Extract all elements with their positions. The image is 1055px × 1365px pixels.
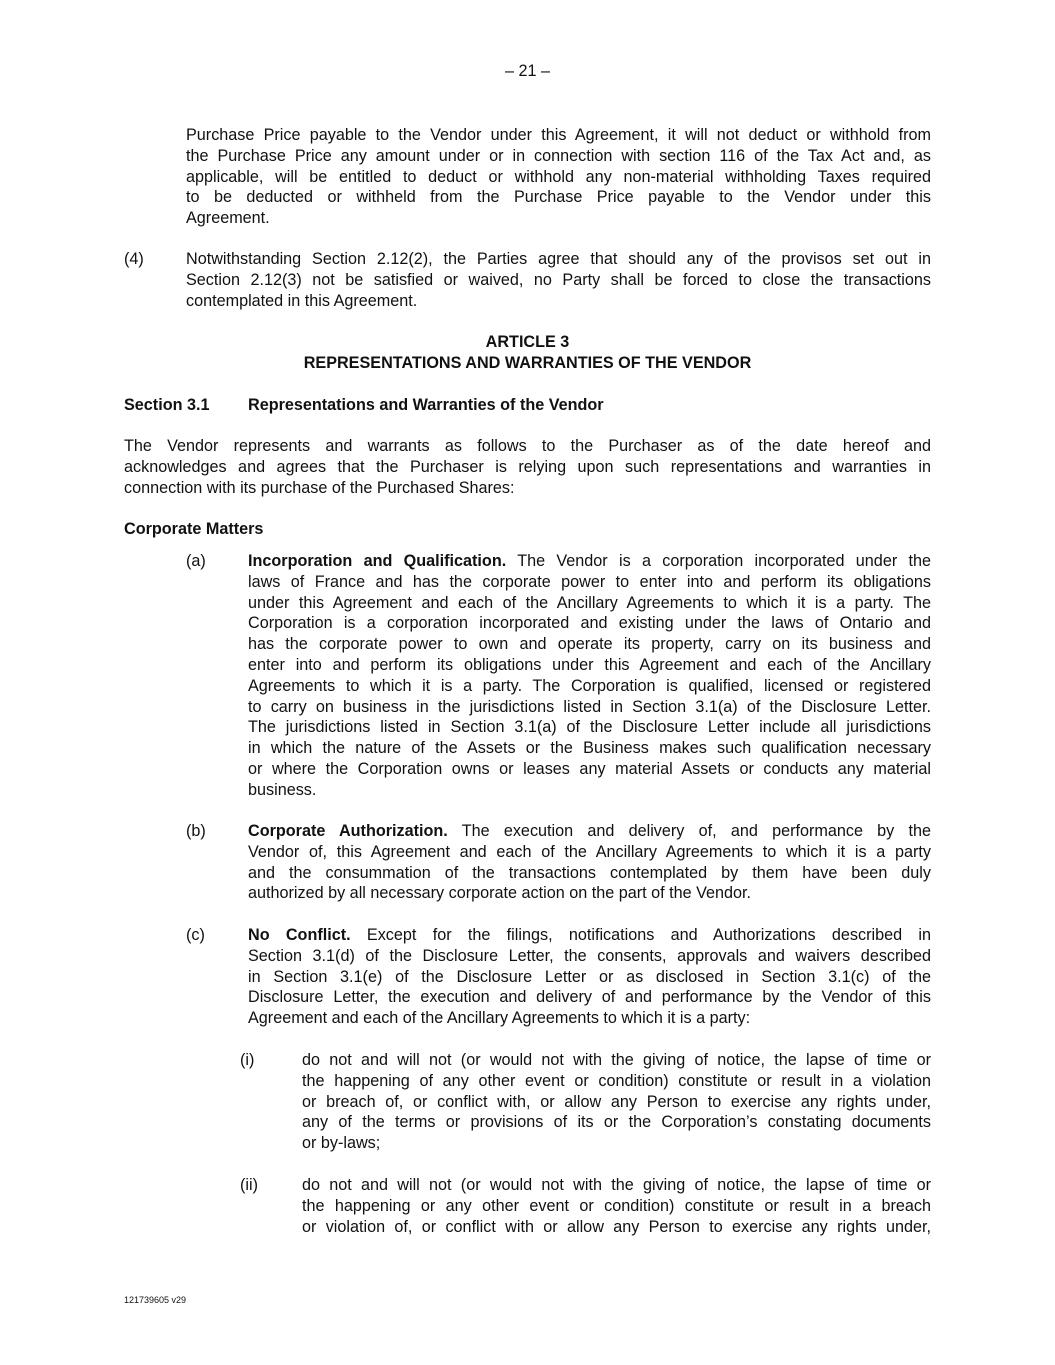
- text-line: Vendor of, this Agreement and each of the Ancillary Agreements to which it is a party: [248, 842, 931, 861]
- text-line: [248, 821, 931, 842]
- article-heading: [0, 332, 1055, 374]
- text-line: or by-laws;: [302, 1134, 381, 1153]
- text-line: applicable, will be entitled to deduct or withhold any non-material withholding Taxes required: [186, 167, 931, 186]
- text-line: contemplated in this Agreement.: [186, 291, 418, 310]
- article-number: ARTICLE 3: [485, 333, 570, 351]
- text-line: enter into and perform its obligations under this Agreement and each of the Ancillary: [248, 655, 931, 674]
- text-line: any of the terms or provisions of its or the Corporation’s constating documents: [302, 1113, 931, 1132]
- text-line: do not and will not (or would not with the giving of notice, the lapse of time or: [302, 1176, 931, 1194]
- section-title: Representations and Warranties of the Vendor: [248, 396, 604, 414]
- intro-paragraph: [124, 436, 931, 498]
- item-heading: No Conflict.: [248, 926, 351, 944]
- paragraph-continued: [186, 125, 931, 229]
- item-authorization: [248, 821, 931, 904]
- text-line: under this Agreement and each of the Ancillary Agreements to which it is a party. The: [248, 593, 931, 612]
- paragraph-label: (4): [124, 250, 144, 268]
- item-heading: Corporate Authorization.: [248, 822, 448, 840]
- item-incorporation: [248, 551, 931, 801]
- text-line: business.: [248, 780, 317, 799]
- text-line: connection with its purchase of the Purchased Shares:: [124, 478, 515, 497]
- subitem-label: (i): [240, 1051, 255, 1069]
- text-line: has the corporate power to own and operate its property, carry on its business and: [248, 635, 931, 654]
- item-label: (c): [186, 926, 205, 944]
- text-line: Agreement and each of the Ancillary Agreements to which it is a party:: [248, 1009, 751, 1028]
- text-line: do not and will not (or would not with the giving of notice, the lapse of time or: [302, 1051, 931, 1069]
- text-span: Except for the filings, notifications and Authorizations described in: [350, 926, 931, 944]
- page-number: – 21 –: [504, 62, 550, 80]
- text-line: Section 3.1(d) of the Disclosure Letter, the consents, approvals and waivers described: [248, 946, 931, 965]
- text-line: laws of France and has the corporate power to enter into and perform its obligations: [248, 572, 931, 591]
- text-line: and the consummation of the transactions contemplated by them have been duly: [248, 863, 931, 882]
- subitem-i: [302, 1050, 931, 1154]
- text-line: the happening or any other event or condition) constitute or result in a breach: [302, 1196, 931, 1215]
- text-line: [248, 925, 931, 946]
- document-id-footer: 121739605 v29: [124, 1295, 187, 1305]
- text-line: Disclosure Letter, the execution and delivery of and performance by the Vendor of this: [248, 988, 931, 1007]
- text-line: Purchase Price payable to the Vendor under this Agreement, it will not deduct or withhold from: [186, 126, 931, 144]
- subitem-ii: [302, 1175, 931, 1237]
- text-line: Corporation is a corporation incorporated and existing under the laws of Ontario and: [248, 614, 931, 633]
- paragraph-4: [186, 249, 931, 311]
- text-line: the happening of any other event or condition) constitute or result in a violation: [302, 1071, 931, 1090]
- text-line: acknowledges and agrees that the Purchaser is relying upon such representations and warranties in: [124, 457, 931, 476]
- text-line: authorized by all necessary corporate action on the part of the Vendor.: [248, 884, 752, 903]
- section-number: Section 3.1: [124, 396, 210, 414]
- text-line: [248, 551, 931, 572]
- text-line: Agreements to which it is a party. The Corporation is qualified, licensed or registered: [248, 676, 931, 695]
- subitem-label: (ii): [240, 1176, 258, 1194]
- item-heading: Incorporation and Qualification.: [248, 552, 507, 570]
- text-line: Agreement.: [186, 209, 270, 228]
- text-line: The Vendor represents and warrants as follows to the Purchaser as of the date hereof and: [124, 437, 931, 455]
- text-span: The Vendor is a corporation incorporated under the: [506, 552, 931, 570]
- text-line: Notwithstanding Section 2.12(2), the Parties agree that should any of the provisos set out in: [186, 250, 931, 268]
- item-no-conflict: [248, 925, 931, 1029]
- item-label: (a): [186, 552, 206, 570]
- subheading: Corporate Matters: [124, 520, 264, 538]
- text-line: in Section 3.1(e) of the Disclosure Letter or as disclosed in Section 3.1(c) of the: [248, 967, 931, 986]
- text-line: or where the Corporation owns or leases any material Assets or conducts any material: [248, 759, 931, 778]
- text-line: in which the nature of the Assets or the Business makes such qualification necessary: [248, 739, 931, 758]
- text-line: Section 2.12(3) not be satisfied or waived, no Party shall be forced to close the transactions: [186, 270, 931, 289]
- text-line: or violation of, or conflict with or allow any Person to exercise any rights under,: [302, 1217, 931, 1236]
- text-line: the Purchase Price any amount under or in connection with section 116 of the Tax Act and, as: [186, 146, 931, 165]
- text-line: or breach of, or conflict with, or allow any Person to exercise any rights under,: [302, 1092, 931, 1111]
- text-line: to be deducted or withheld from the Purchase Price payable to the Vendor under this: [186, 188, 931, 207]
- text-span: The execution and delivery of, and performance by the: [447, 822, 931, 840]
- text-line: to carry on business in the jurisdictions listed in Section 3.1(a) of the Disclosure Letter.: [248, 697, 931, 716]
- article-title: REPRESENTATIONS AND WARRANTIES OF THE VENDOR: [303, 353, 752, 372]
- text-line: The jurisdictions listed in Section 3.1(a) of the Disclosure Letter include all jurisdictions: [248, 718, 931, 737]
- item-label: (b): [186, 822, 206, 840]
